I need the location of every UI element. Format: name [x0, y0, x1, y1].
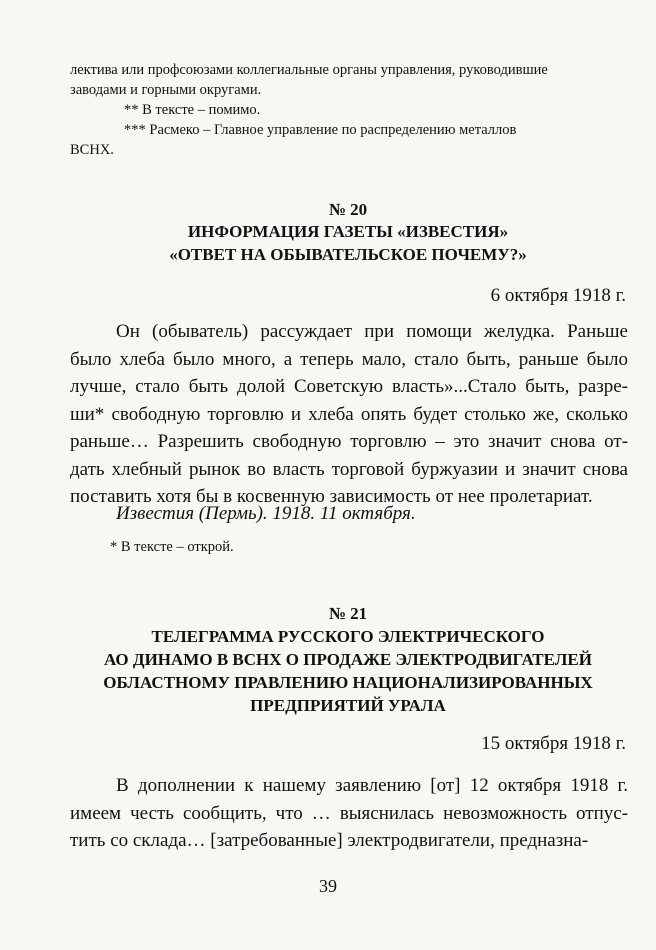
- page-number: 39: [319, 876, 337, 896]
- doc21-number: № 21: [328, 604, 368, 623]
- body-line: Он (обыватель) рассуждает при помощи желудка. Раньше: [116, 321, 628, 342]
- title-line: ОБЛАСТНОМУ ПРАВЛЕНИЮ НАЦИОНАЛИЗИРОВАННЫХ: [103, 673, 593, 692]
- doc20-source: Известия (Пермь). 1918. 11 октября.: [116, 503, 416, 524]
- title-line: «ОТВЕТ НА ОБЫВАТЕЛЬСКОЕ ПОЧЕМУ?»: [169, 245, 527, 264]
- doc20-body: [70, 318, 628, 511]
- body-line: раньше… Разрешить свободную торговлю – это значит снова от-: [70, 431, 629, 452]
- doc20-footnote: * В тексте – открой.: [110, 539, 234, 555]
- footnote-double-star: ** В тексте – помимо.: [124, 102, 261, 118]
- footnote-triple-star: [70, 120, 630, 160]
- doc20-title: [70, 220, 626, 266]
- title-line: ПРЕДПРИЯТИЙ УРАЛА: [250, 696, 446, 715]
- body-line: дать хлебный рынок во власть торговой буржуазии и значит снова: [70, 458, 628, 480]
- title-line: ТЕЛЕГРАММА РУССКОГО ЭЛЕКТРИЧЕСКОГО: [151, 627, 545, 646]
- doc20-date: 6 октября 1918 г.: [490, 285, 626, 306]
- doc21-date: 15 октября 1918 г.: [481, 733, 626, 754]
- body-line: имеем честь сообщить, что … выяснилась невозможность отпус-: [70, 802, 629, 824]
- doc21-title: [60, 625, 636, 717]
- text-line: ВСНХ.: [70, 142, 114, 158]
- body-line: ши* свободную торговлю и хлеба опять будет столько же, сколько: [70, 403, 629, 425]
- body-line: тить со склада… [затребованные] электродвигатели, предназна-: [70, 830, 589, 851]
- text-line: заводами и горными округами.: [70, 82, 262, 98]
- body-line: В дополнении к нашему заявлению [от] 12 октября 1918 г.: [116, 775, 628, 796]
- title-line: ИНФОРМАЦИЯ ГАЗЕТЫ «ИЗВЕСТИЯ»: [187, 222, 509, 241]
- text-line: лектива или профсоюзами коллегиальные органы управления, руководившие: [70, 62, 548, 78]
- top-fragment: [70, 60, 600, 100]
- title-line: АО ДИНАМО В ВСНХ О ПРОДАЖЕ ЭЛЕКТРОДВИГАТЕЛЕЙ: [103, 650, 592, 669]
- text-line: *** Расмеко – Главное управление по распределению металлов: [124, 122, 517, 138]
- doc21-body: [70, 772, 628, 855]
- doc20-number: № 20: [328, 200, 368, 219]
- body-line: лучше, стало быть долой Советскую власть»...Стало быть, разре-: [70, 376, 629, 397]
- body-line: было хлеба было много, а теперь мало, стало быть, раньше было: [70, 348, 629, 370]
- body-line: поставить хотя бы в косвенную зависимость от нее пролетариат.: [70, 486, 593, 507]
